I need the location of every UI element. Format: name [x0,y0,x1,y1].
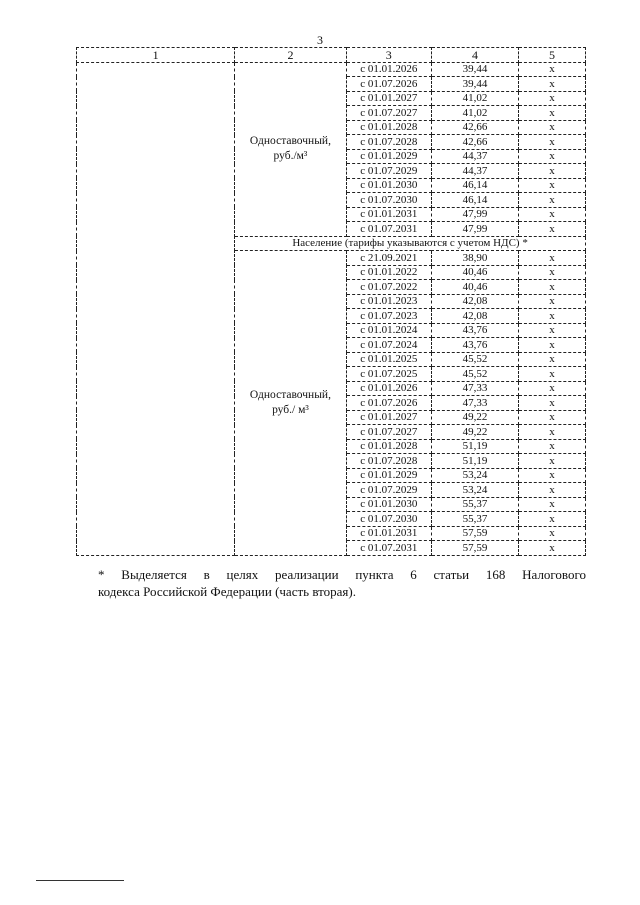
rate-cell: 46,14 [431,178,518,193]
mark-cell: х [519,135,586,150]
date-cell: с 01.01.2024 [346,323,431,338]
mark-cell: х [519,352,586,367]
date-cell: с 01.07.2031 [346,222,431,237]
mark-cell: х [519,381,586,396]
rate-cell: 53,24 [431,483,518,498]
date-cell: с 01.01.2029 [346,149,431,164]
rate-cell: 41,02 [431,91,518,106]
mark-cell: х [519,541,586,556]
rate-cell: 47,33 [431,396,518,411]
rate-cell: 53,24 [431,468,518,483]
section-header: Население (тарифы указываются с учетом НДС) * [235,236,586,251]
mark-cell: х [519,454,586,469]
mark-cell: х [519,120,586,135]
mark-cell: х [519,410,586,425]
mark-cell: х [519,497,586,512]
rate-cell: 57,59 [431,541,518,556]
date-cell: с 01.01.2027 [346,410,431,425]
date-cell: с 01.01.2022 [346,265,431,280]
mark-cell: х [519,425,586,440]
mark-cell: х [519,526,586,541]
mark-cell: х [519,178,586,193]
tariff-type-label-population-line-1: Одноставочный, [249,388,331,401]
mark-cell: х [519,396,586,411]
mark-cell: х [519,323,586,338]
date-cell: с 01.07.2028 [346,454,431,469]
date-cell: с 21.09.2021 [346,251,431,266]
mark-cell: х [519,309,586,324]
mark-cell: х [519,468,586,483]
mark-cell: х [519,106,586,121]
mark-cell: х [519,62,586,77]
column-header-5: 5 [519,48,586,63]
date-cell: с 01.01.2026 [346,62,431,77]
mark-cell: х [519,367,586,382]
rate-cell: 42,66 [431,120,518,135]
tariff-table [76,47,586,556]
mark-cell: х [519,164,586,179]
footer-rule [36,880,124,881]
mark-cell: х [519,265,586,280]
date-cell: с 01.01.2027 [346,91,431,106]
rate-cell: 51,19 [431,454,518,469]
date-cell: с 01.01.2026 [346,381,431,396]
mark-cell: х [519,149,586,164]
date-cell: с 01.07.2027 [346,106,431,121]
rate-cell: 40,46 [431,280,518,295]
mark-cell: х [519,77,586,92]
mark-cell: х [519,483,586,498]
date-cell: с 01.07.2023 [346,309,431,324]
rate-cell: 40,46 [431,265,518,280]
date-cell: с 01.01.2030 [346,497,431,512]
first-column-cell [77,62,235,555]
date-cell: с 01.07.2028 [346,135,431,150]
rate-cell: 45,52 [431,352,518,367]
mark-cell: х [519,91,586,106]
mark-cell: х [519,439,586,454]
date-cell: с 01.01.2028 [346,120,431,135]
rate-cell: 55,37 [431,497,518,512]
mark-cell: х [519,207,586,222]
column-header-3: 3 [346,48,431,63]
mark-cell: х [519,338,586,353]
mark-cell: х [519,512,586,527]
date-cell: с 01.07.2026 [346,77,431,92]
date-cell: с 01.01.2031 [346,526,431,541]
date-cell: с 01.07.2026 [346,396,431,411]
table-row [77,62,586,77]
rate-cell: 44,37 [431,164,518,179]
rate-cell: 39,44 [431,62,518,77]
rate-cell: 41,02 [431,106,518,121]
tariff-type-label-line-2: руб./м³ [273,150,308,162]
rate-cell: 47,33 [431,381,518,396]
rate-cell: 45,52 [431,367,518,382]
rate-cell: 51,19 [431,439,518,454]
rate-cell: 42,08 [431,294,518,309]
column-header-1: 1 [77,48,235,63]
rate-cell: 43,76 [431,323,518,338]
rate-cell: 47,99 [431,222,518,237]
rate-cell: 55,37 [431,512,518,527]
rate-cell: 39,44 [431,77,518,92]
date-cell: с 01.01.2029 [346,468,431,483]
column-header-2: 2 [235,48,347,63]
date-cell: с 01.01.2028 [346,439,431,454]
mark-cell: х [519,280,586,295]
mark-cell: х [519,294,586,309]
date-cell: с 01.07.2022 [346,280,431,295]
footnote-line-1: * Выделяется в целях реализации пункта 6 статьи 168 Налогового [98,567,586,582]
date-cell: с 01.07.2029 [346,483,431,498]
rate-cell: 49,22 [431,425,518,440]
date-cell: с 01.07.2024 [346,338,431,353]
tariff-type-label-population-line-2: руб./ м³ [272,403,309,416]
header-row [77,48,586,63]
date-cell: с 01.01.2023 [346,294,431,309]
rate-cell: 49,22 [431,410,518,425]
page-number: 3 [317,33,323,47]
date-cell: с 01.07.2031 [346,541,431,556]
column-header-4: 4 [431,48,518,63]
mark-cell: х [519,251,586,266]
tariff-type-label-population [235,251,347,556]
rate-cell: 44,37 [431,149,518,164]
date-cell: с 01.01.2030 [346,178,431,193]
date-cell: с 01.07.2030 [346,193,431,208]
footnote-line-2: кодекса Российской Федерации (часть вторая). [98,584,356,599]
tariff-type-label-line-1: Одноставочный, [249,135,331,147]
tariff-type-label [235,62,347,236]
rate-cell: 46,14 [431,193,518,208]
date-cell: с 01.01.2025 [346,352,431,367]
date-cell: с 01.07.2027 [346,425,431,440]
date-cell: с 01.07.2029 [346,164,431,179]
rate-cell: 47,99 [431,207,518,222]
rate-cell: 38,90 [431,251,518,266]
rate-cell: 57,59 [431,526,518,541]
mark-cell: х [519,222,586,237]
rate-cell: 43,76 [431,338,518,353]
date-cell: с 01.07.2030 [346,512,431,527]
rate-cell: 42,66 [431,135,518,150]
date-cell: с 01.01.2031 [346,207,431,222]
rate-cell: 42,08 [431,309,518,324]
mark-cell: х [519,193,586,208]
date-cell: с 01.07.2025 [346,367,431,382]
